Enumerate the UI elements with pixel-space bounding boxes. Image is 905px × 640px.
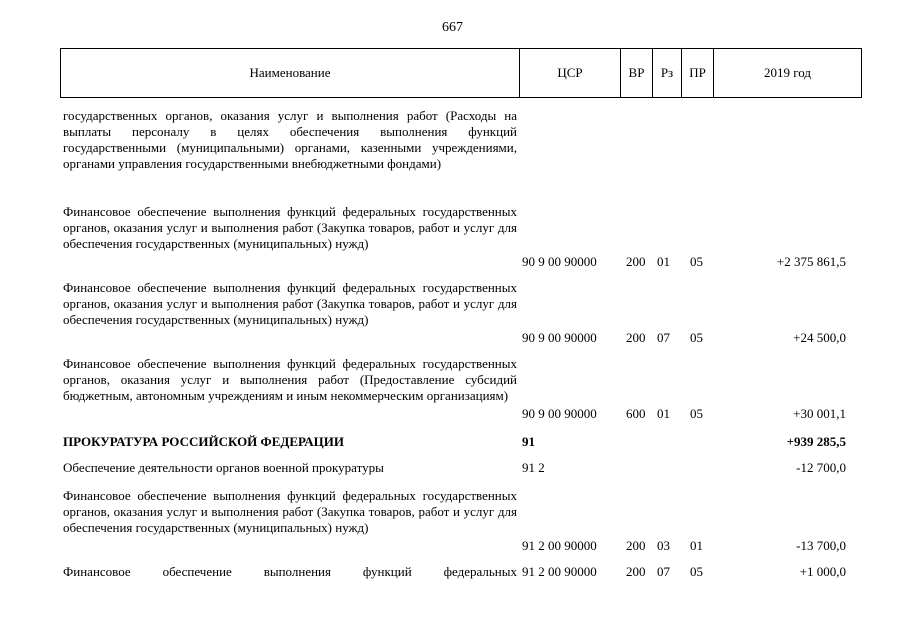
page-number: 667 — [442, 20, 463, 35]
row-vr: 600 — [626, 406, 646, 421]
row-pr: 05 — [690, 330, 703, 345]
header-year: 2019 год — [713, 49, 861, 97]
row-csr: 91 2 00 90000 — [522, 538, 597, 553]
header-name: Наименование — [249, 65, 331, 80]
row-amount: +24 500,0 — [793, 330, 846, 345]
row-rz: 01 — [657, 254, 670, 269]
row-name: Обеспечение деятельности органов военной прокуратуры — [63, 460, 384, 475]
row-amount: +1 000,0 — [799, 564, 846, 579]
row-name: государственных органов, оказания услуг и выполнения работ (Расходы на выплаты персоналу в целях обеспечения выполнения функций государственными (муниципальными) органами, казенными учреждениями, органами управления государственными внебюджетными фондами) — [63, 108, 517, 171]
row-amount: +939 285,5 — [786, 434, 846, 449]
row-csr: 91 2 — [522, 460, 545, 475]
header-rz: Рз — [652, 49, 681, 97]
row-pr: 05 — [690, 254, 703, 269]
row-pr: 01 — [690, 538, 703, 553]
header-csr: ЦСР — [519, 49, 620, 97]
row-name: Финансовое обеспечение выполнения функций федеральных государственных органов, оказания услуг и выполнения работ (Закупка товаров, работ и услуг для обеспечения государственных (муниципальных) нужд) — [63, 488, 517, 535]
row-pr: 05 — [690, 564, 703, 579]
row-csr: 91 — [522, 434, 535, 449]
row-vr: 200 — [626, 538, 646, 553]
row-pr: 05 — [690, 406, 703, 421]
row-name: Финансовое обеспечение выполнения функций федеральных государственных органов, оказания услуг и выполнения работ (Предоставление субсидий бюджетным, автономным учреждениям и иным некоммерческим организациям) — [63, 356, 517, 403]
row-rz: 07 — [657, 564, 670, 579]
row-csr: 91 2 00 90000 — [522, 564, 597, 579]
row-rz: 07 — [657, 330, 670, 345]
row-name: Финансовое обеспечение выполнения функций федеральных — [63, 564, 517, 579]
table-header — [60, 48, 862, 98]
row-vr: 200 — [626, 330, 646, 345]
row-amount: -12 700,0 — [796, 460, 846, 475]
row-vr: 200 — [626, 254, 646, 269]
row-amount: -13 700,0 — [796, 538, 846, 553]
row-csr: 90 9 00 90000 — [522, 406, 597, 421]
row-name: Финансовое обеспечение выполнения функций федеральных государственных органов, оказания услуг и выполнения работ (Закупка товаров, работ и услуг для обеспечения государственных (муниципальных) нужд) — [63, 204, 517, 251]
row-csr: 90 9 00 90000 — [522, 254, 597, 269]
row-name: ПРОКУРАТУРА РОССИЙСКОЙ ФЕДЕРАЦИИ — [63, 434, 344, 449]
row-vr: 200 — [626, 564, 646, 579]
row-amount: +2 375 861,5 — [776, 254, 846, 269]
row-rz: 03 — [657, 538, 670, 553]
row-csr: 90 9 00 90000 — [522, 330, 597, 345]
header-vr: ВР — [620, 49, 652, 97]
row-amount: +30 001,1 — [793, 406, 846, 421]
row-rz: 01 — [657, 406, 670, 421]
row-name: Финансовое обеспечение выполнения функций федеральных государственных органов, оказания услуг и выполнения работ (Закупка товаров, работ и услуг для обеспечения государственных (муниципальных) нужд) — [63, 280, 517, 327]
header-pr: ПР — [681, 49, 713, 97]
